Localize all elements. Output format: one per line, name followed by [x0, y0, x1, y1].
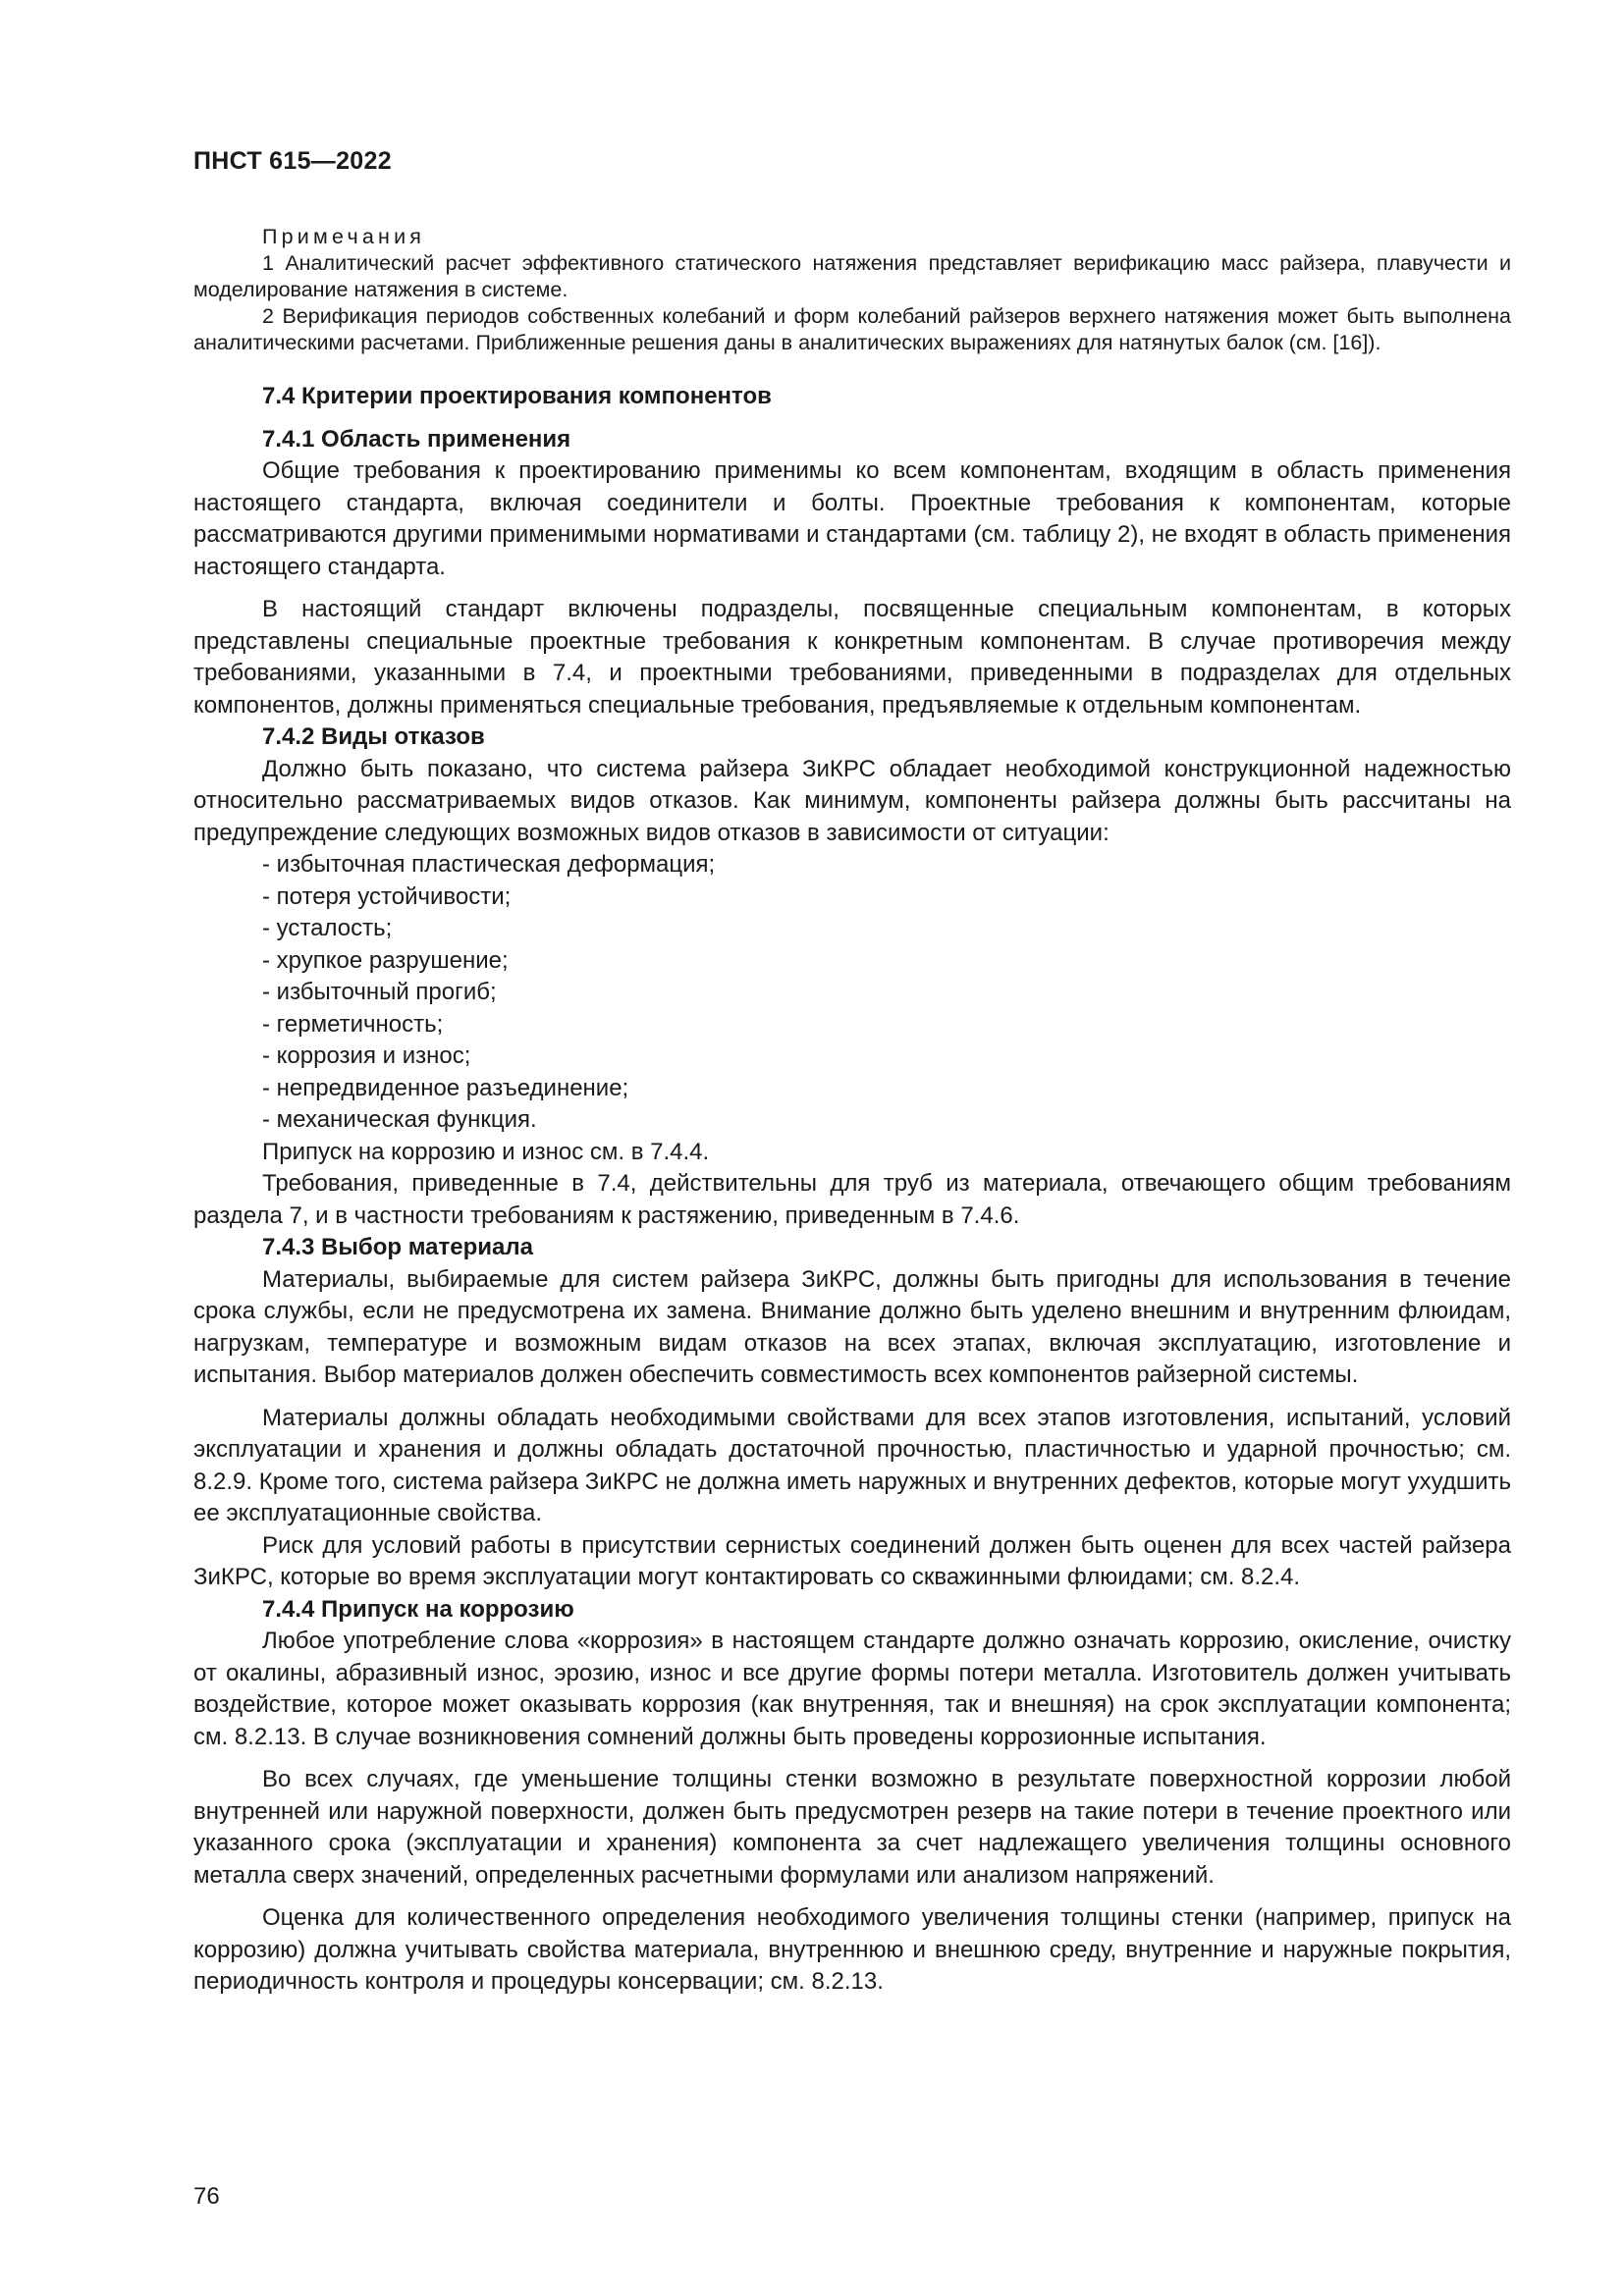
list-item: - потеря устойчивости; [262, 882, 512, 910]
paragraph: Должно быть показано, что система райзера ЗиКРС обладает необходимой конструкционной надежностью относительно рассматриваемых видов отказов. Как минимум, компоненты райзера должны быть рассчитаны на предупреждение следующих возможных видов отказов в зависимости от ситуации: [193, 755, 1511, 846]
list-item: - избыточный прогиб; [262, 979, 497, 1005]
subsection-heading-7-4-4: 7.4.4 Припуск на коррозию [262, 1595, 574, 1623]
list-item: - усталость; [262, 915, 393, 941]
paragraph: Требования, приведенные в 7.4, действительны для труб из материала, отвечающего общим требованиям раздела 7, и в частности требованиям к растяжению, приведенным в 7.4.6. [193, 1170, 1511, 1229]
paragraph: Материалы, выбираемые для систем райзера ЗиКРС, должны быть пригодны для использования в течение срока службы, если не предусмотрена их замена. Внимание должно быть уделено внешним и внутренним флюидам, нагрузкам, температуре и возможным видам отказов на всех этапах, включая эксплуатацию, изготовление и испытания. Выбор материалов должен обеспечить совместимость всех компонентов райзерной системы. [193, 1265, 1511, 1388]
section-heading-7-4: 7.4 Критерии проектирования компонентов [262, 383, 772, 409]
paragraph: Риск для условий работы в присутствии сернистых соединений должен быть оценен для всех частей райзера ЗиКРС, которые во время эксплуатации могут контактировать со скважинными флюидами; см. 8.2.4. [193, 1531, 1511, 1590]
list-item: - избыточная пластическая деформация; [262, 851, 716, 878]
failure-modes-list [193, 849, 1511, 1137]
list-item: - механическая функция. [262, 1106, 537, 1133]
document-code-header: ПНСТ 615—2022 [193, 147, 392, 175]
paragraph: Оценка для количественного определения необходимого увеличения толщины стенки (например, припуск на коррозию) должна учитывать свойства материала, внутреннюю и внешнюю среду, внутренние и наружные покрытия, периодичность контроля и процедуры консервации; см. 8.2.13. [193, 1904, 1511, 1995]
paragraph: Во всех случаях, где уменьшение толщины стенки возможно в результате поверхностной коррозии любой внутренней или наружной поверхности, должен быть предусмотрен резерв на такие потери в течение проектного или указанного срока (эксплуатации и хранения) компонента за счет надлежащего увеличения толщины основного металла сверх значений, определенных расчетными формулами или анализом напряжений. [193, 1766, 1511, 1889]
page-content [193, 224, 1511, 1999]
subsection-heading-7-4-3: 7.4.3 Выбор материала [262, 1234, 533, 1260]
main-text [193, 381, 1511, 1999]
paragraph: Материалы должны обладать необходимыми свойствами для всех этапов изготовления, испытаний, условий эксплуатации и хранения и должны обладать достаточной прочностью, пластичностью и ударной прочностью; см. 8.2.9. Кроме того, система райзера ЗиКРС не должна иметь наружных и внутренних дефектов, которые могут ухудшить ее эксплуатационные свойства. [193, 1404, 1511, 1526]
list-item: - непредвиденное разъединение; [262, 1074, 629, 1101]
subsection-heading-7-4-2: 7.4.2 Виды отказов [262, 723, 485, 750]
paragraph: Общие требования к проектированию применимы ко всем компонентам, входящим в область применения настоящего стандарта, включая соединители и болты. Проектные требования к компонентам, которые рассматриваются другими применимыми нормативами и стандартами (см. таблицу 2), не входят в область применения настоящего стандарта. [193, 457, 1511, 580]
paragraph: Любое употребление слова «коррозия» в настоящем стандарте должно означать коррозию, окисление, очистку от окалины, абразивный износ, эрозию, износ и все другие формы потери металла. Изготовитель должен учитывать воздействие, которое может оказывать коррозия (как внутренняя, так и внешняя) на срок эксплуатации компонента; см. 8.2.13. В случае возникновения сомнений должны быть проведены коррозионные испытания. [193, 1628, 1511, 1750]
page-number: 76 [193, 2183, 220, 2210]
list-item: - коррозия и износ; [262, 1042, 471, 1069]
paragraph: Припуск на коррозию и износ см. в 7.4.4. [262, 1138, 710, 1165]
note-item: 1 Аналитический расчет эффективного статического натяжения представляет верификацию масс райзера, плавучести и моделирование натяжения в системе. [193, 251, 1511, 301]
list-item: - герметичность; [262, 1010, 444, 1038]
subsection-heading-7-4-1: 7.4.1 Область применения [262, 425, 571, 453]
list-item: - хрупкое разрушение; [262, 946, 509, 974]
notes-title: Примечания [262, 225, 426, 248]
notes-block [193, 224, 1511, 356]
paragraph: В настоящий стандарт включены подразделы, посвященные специальным компонентам, в которых представлены специальные проектные требования к конкретным компонентам. В случае противоречия между требованиями, указанными в 7.4, и проектными требованиями, приведенными в подразделах для отдельных компонентов, должны применяться специальные требования, предъявляемые к отдельным компонентам. [193, 596, 1511, 719]
note-item: 2 Верификация периодов собственных колебаний и форм колебаний райзеров верхнего натяжения может быть выполнена аналитическими расчетами. Приближенные решения даны в аналитических выражениях для натянутых балок (см. [16]). [193, 304, 1511, 354]
